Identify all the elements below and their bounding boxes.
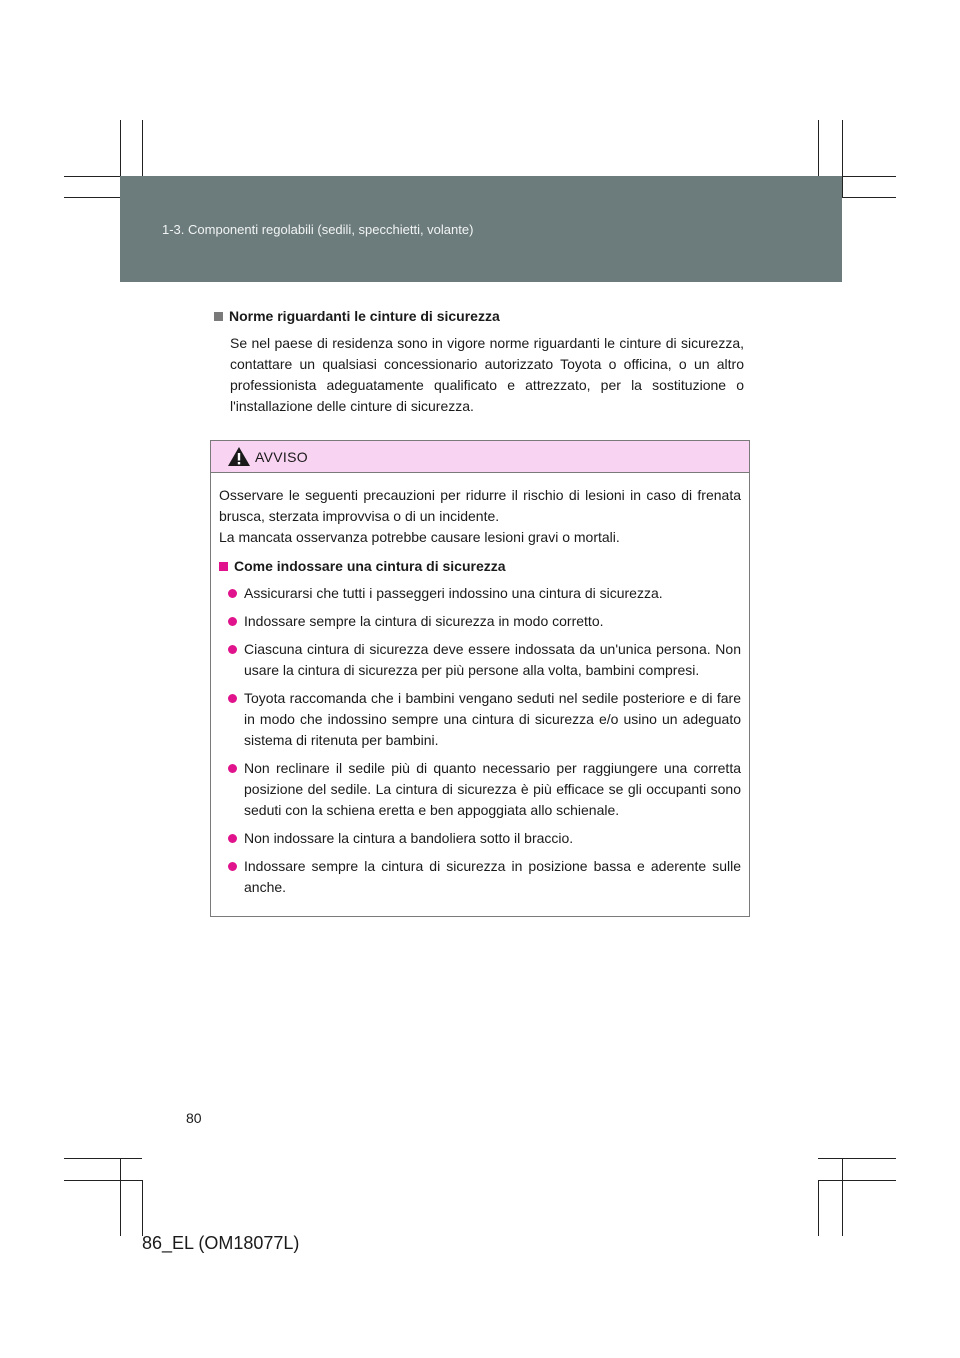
warning-body <box>211 473 749 898</box>
intro-paragraph: Se nel paese di residenza sono in vigore norme riguardanti le cinture di sicurezza, contattare un qualsiasi concessionario autorizzato Toyota o officina, o un altro professionista adeguatamente qualificato e attrezzato, per la sostituzione o l'installazione delle cinture di sicurezza. <box>230 335 744 414</box>
warning-subheading-text: Come indossare una cintura di sicurezza <box>234 558 506 574</box>
header-band <box>120 176 842 282</box>
warning-header <box>211 441 749 473</box>
list-item <box>228 611 741 632</box>
list-item-text: Ciascuna cintura di sicurezza deve essere indossata da un'unica persona. Non usare la cintura di sicurezza per più persone alla volta, bambini compresi. <box>244 641 741 678</box>
warning-box <box>210 440 750 917</box>
list-item <box>228 758 741 821</box>
crop-mark <box>818 1158 896 1159</box>
list-item-text: Indossare sempre la cintura di sicurezza in modo corretto. <box>244 613 604 629</box>
warning-title: AVVISO <box>255 448 308 465</box>
list-item <box>228 583 741 604</box>
list-item-text: Non indossare la cintura a bandoliera sotto il braccio. <box>244 830 574 846</box>
crop-mark <box>64 1158 142 1159</box>
warning-intro: Osservare le seguenti precauzioni per ridurre il rischio di lesioni in caso di frenata brusca, sterzata improvvisa o di un incidente. <box>219 487 741 524</box>
list-item-text: Toyota raccomanda che i bambini vengano seduti nel sedile posteriore e di fare in modo che indossino sempre una cintura di sicurezza e/o usino un adeguato sistema di ritenuta per bambini. <box>244 690 741 748</box>
document-code: 86_EL (OM18077L) <box>142 1233 300 1253</box>
crop-mark <box>142 1180 143 1236</box>
list-item <box>228 828 741 849</box>
round-bullet-icon <box>228 694 237 703</box>
square-bullet-icon <box>219 562 228 571</box>
list-item <box>228 688 741 751</box>
intro-heading-text: Norme riguardanti le cinture di sicurezza <box>229 308 500 324</box>
round-bullet-icon <box>228 645 237 654</box>
round-bullet-icon <box>228 834 237 843</box>
page-number: 80 <box>186 1110 202 1126</box>
warning-subheading <box>219 556 741 577</box>
round-bullet-icon <box>228 764 237 773</box>
intro-section <box>214 308 744 417</box>
crop-mark <box>120 1158 121 1236</box>
warning-note: La mancata osservanza potrebbe causare lesioni gravi o mortali. <box>219 529 620 545</box>
crop-mark <box>64 1180 142 1181</box>
list-item-text: Assicurarsi che tutti i passeggeri indossino una cintura di sicurezza. <box>244 585 663 601</box>
crop-mark <box>818 1180 896 1181</box>
list-item <box>228 639 741 681</box>
crop-mark <box>818 1180 819 1236</box>
round-bullet-icon <box>228 589 237 598</box>
section-title: 1-3. Componenti regolabili (sedili, specchietti, volante) <box>162 222 474 237</box>
round-bullet-icon <box>228 862 237 871</box>
crop-mark <box>842 1158 843 1236</box>
crop-mark <box>842 120 843 198</box>
list-item-text: Non reclinare il sedile più di quanto necessario per raggiungere una corretta posizione del sedile. La cintura di sicurezza è più efficace se gli occupanti sono seduti con la schiena eretta e ben appoggiata allo schienale. <box>244 760 741 818</box>
warning-triangle-icon <box>227 446 251 467</box>
list-item <box>228 856 741 898</box>
square-bullet-icon <box>214 312 223 321</box>
intro-heading <box>214 308 744 324</box>
list-item-text: Indossare sempre la cintura di sicurezza in posizione bassa e aderente sulle anche. <box>244 858 741 895</box>
round-bullet-icon <box>228 617 237 626</box>
